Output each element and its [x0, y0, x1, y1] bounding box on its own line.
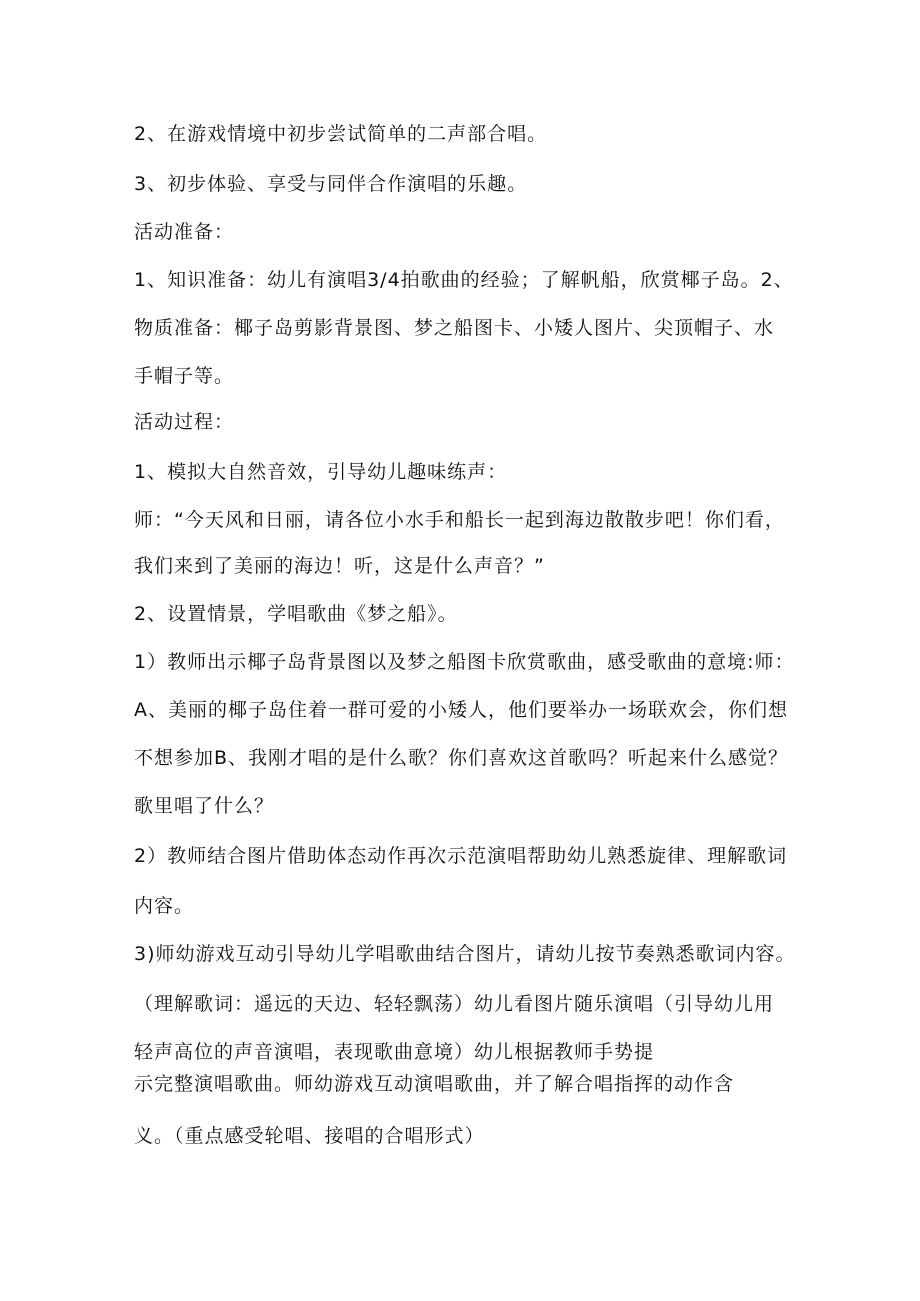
text-line-step-3c: 轻声高位的声音演唱，表现歌曲意境）幼儿根据教师手势提	[134, 1041, 655, 1063]
text-line-step-3b: （理解歌词：遥远的天边、轻轻飘荡）幼儿看图片随乐演唱（引导幼儿用	[134, 993, 775, 1015]
text-line-step-3a: 3)师幼游戏互动引导幼儿学唱歌曲结合图片，请幼儿按节奏熟悉歌词内容。	[134, 943, 796, 965]
heading-preparation: 活动准备：	[134, 221, 235, 243]
text-line-preparation-1: 1、知识准备：幼儿有演唱3/4拍歌曲的经验；了解帆船，欣赏椰子岛。2、	[134, 269, 794, 291]
text-line-objective-2: 2、在游戏情境中初步尝试简单的二声部合唱。	[134, 123, 548, 145]
text-line-objective-3: 3、初步体验、享受与同伴合作演唱的乐趣。	[134, 173, 528, 195]
text-line-teacher-quote-1: 师：“今天风和日丽，请各位小水手和船长一起到海边散散步吧！你们看，	[134, 509, 785, 531]
text-line-step-1a: 1）教师出示椰子岛背景图以及梦之船图卡欣赏歌曲，感受歌曲的意境:师：	[134, 651, 795, 673]
text-line-preparation-2: 物质准备：椰子岛剪影背景图、梦之船图卡、小矮人图片、尖顶帽子、水	[134, 317, 775, 339]
text-line-teacher-quote-2: 我们来到了美丽的海边！听，这是什么声音？”	[134, 555, 545, 577]
heading-process: 活动过程：	[134, 411, 235, 433]
text-line-step-2a: 2）教师结合图片借助体态动作再次示范演唱帮助幼儿熟悉旋律、理解歌词	[134, 845, 788, 867]
text-line-preparation-3: 手帽子等。	[134, 365, 235, 387]
text-line-process-2: 2、设置情景，学唱歌曲《梦之船》。	[134, 603, 458, 625]
text-line-step-1b: A、美丽的椰子岛住着一群可爱的小矮人，他们要举办一场联欢会，你们想	[134, 699, 788, 721]
text-line-step-3d: 示完整演唱歌曲。师幼游戏互动演唱歌曲，并了解合唱指挥的动作含	[134, 1073, 735, 1095]
text-line-step-1d: 歌里唱了什么？	[134, 795, 275, 817]
text-line-process-1: 1、模拟大自然音效，引导幼儿趣味练声：	[134, 461, 508, 483]
text-line-step-1c: 不想参加B、我刚才唱的是什么歌？你们喜欢这首歌吗？听起来什么感觉？	[134, 747, 789, 769]
text-line-step-2b: 内容。	[134, 895, 195, 917]
text-line-step-3e: 义。（重点感受轮唱、接唱的合唱形式）	[134, 1125, 485, 1147]
